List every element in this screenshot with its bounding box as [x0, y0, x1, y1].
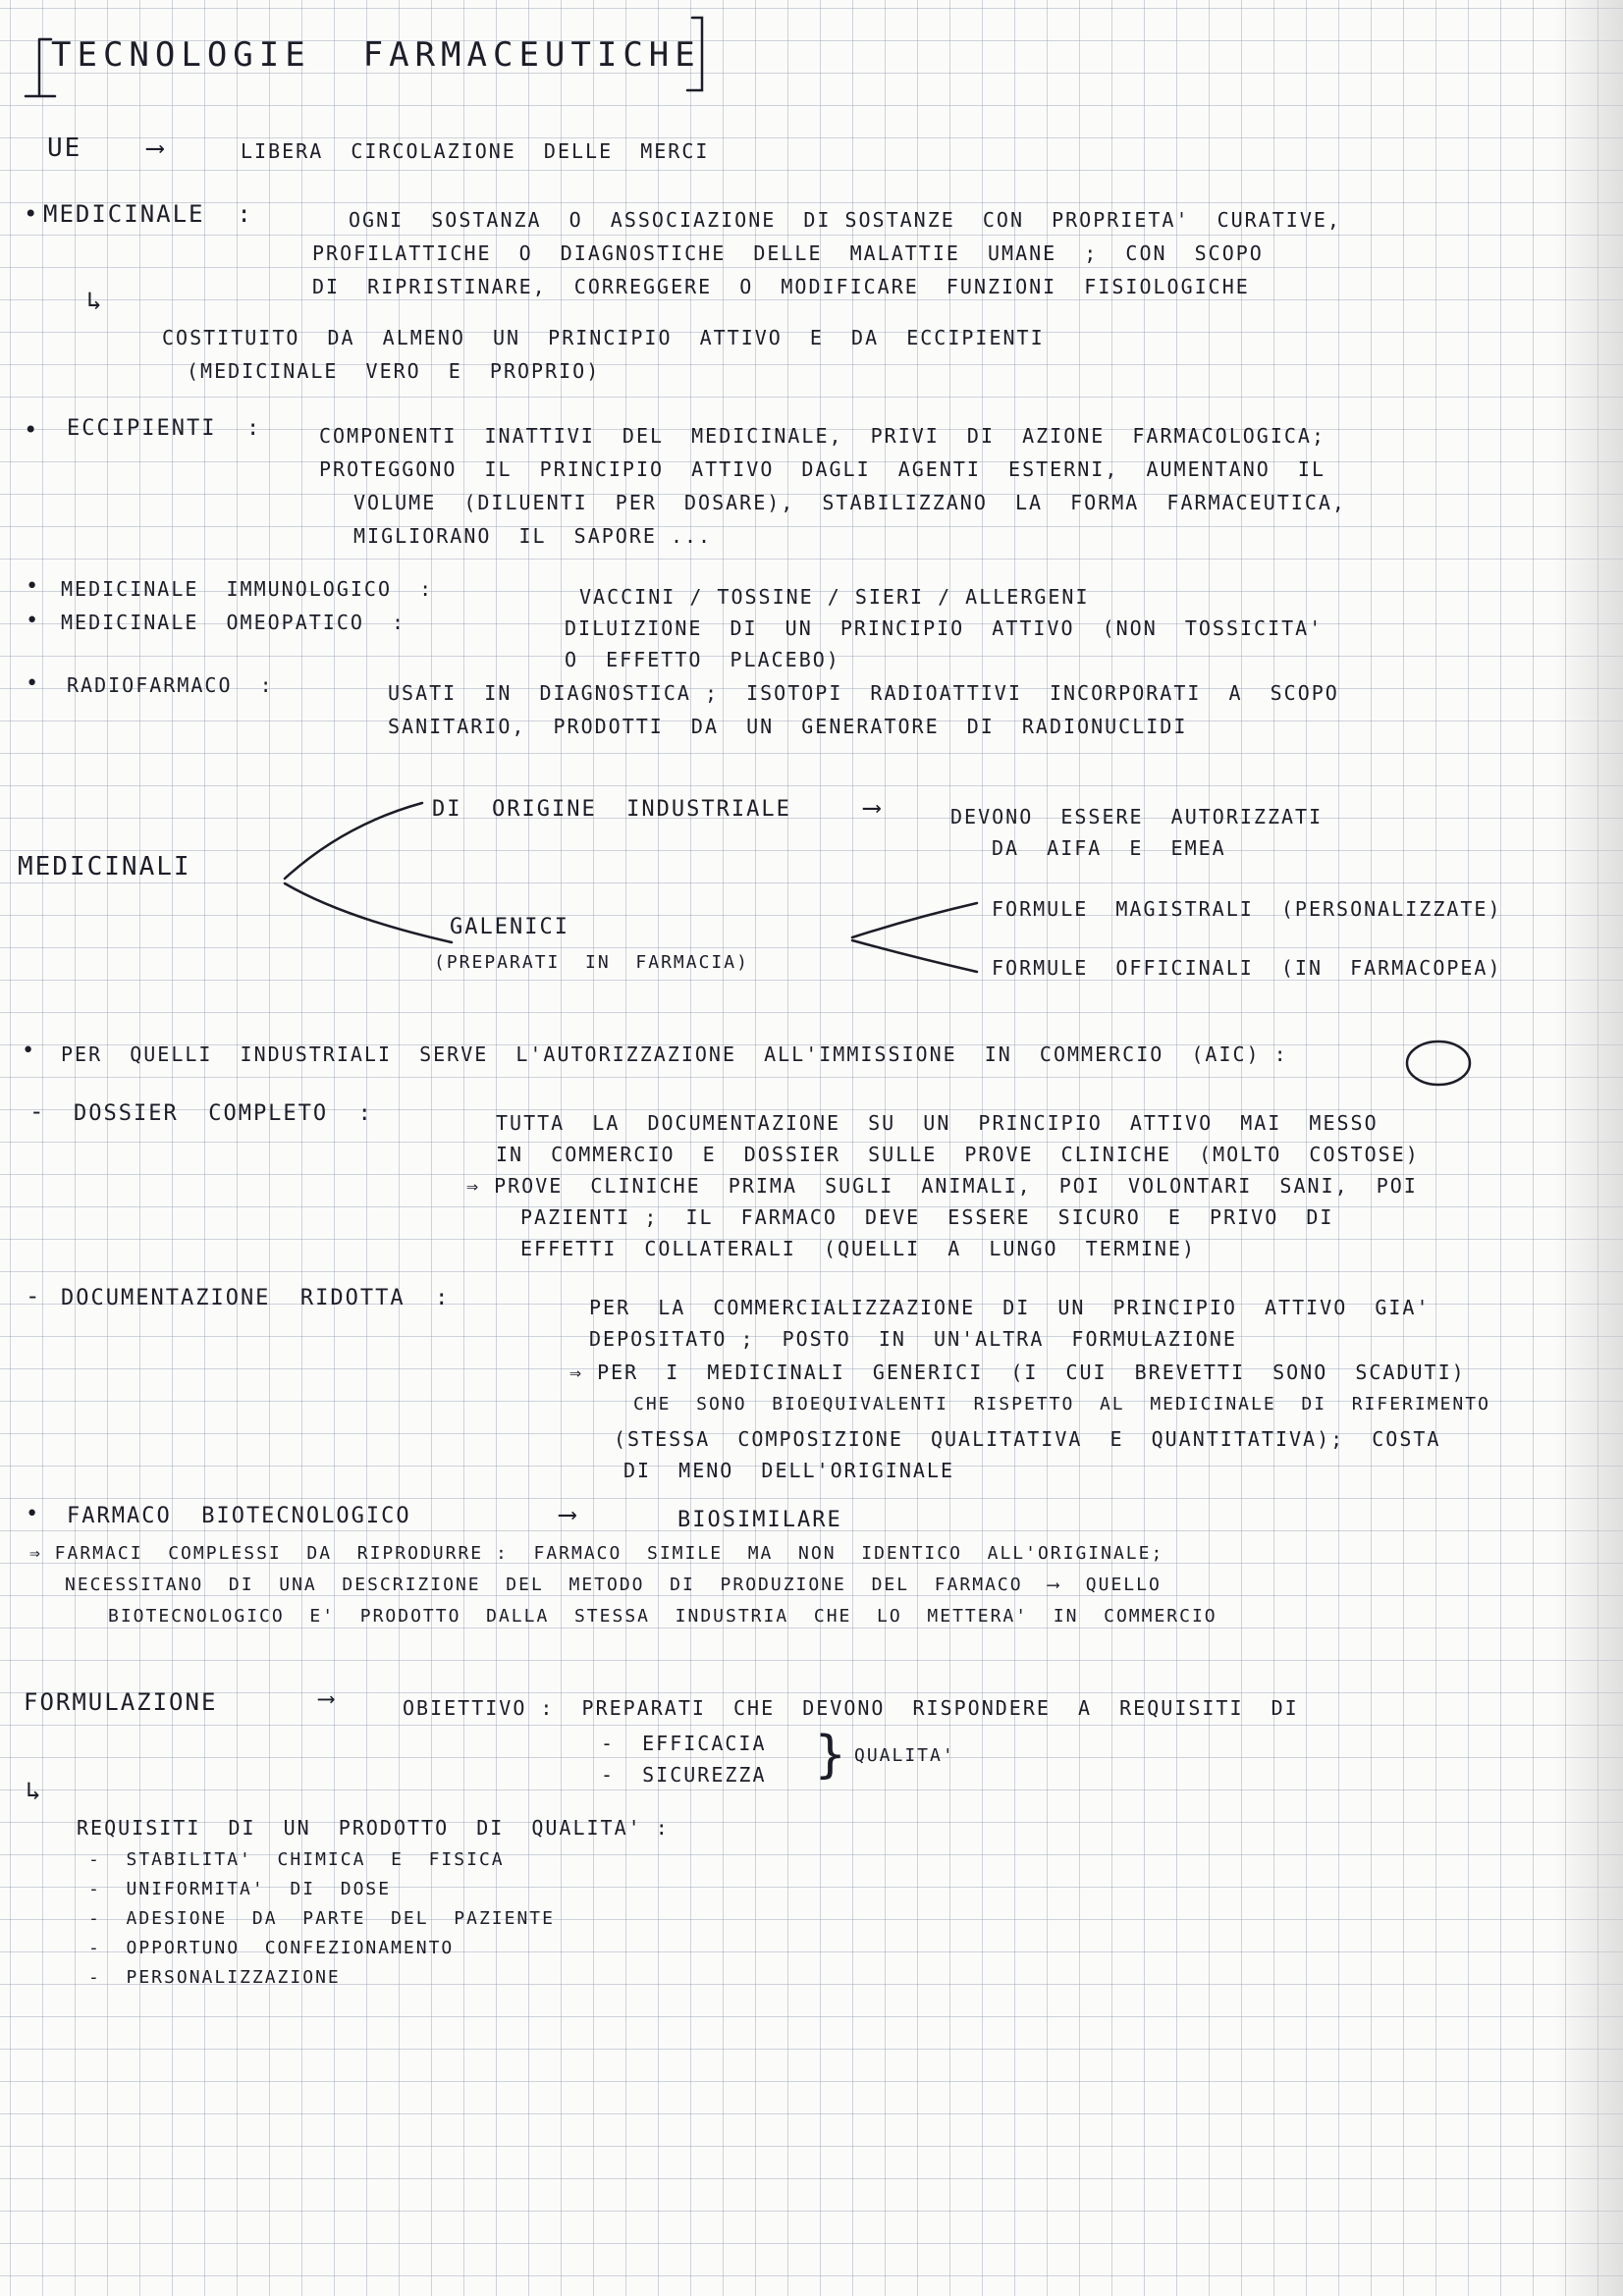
- dash-icon: -: [29, 1097, 46, 1125]
- dash-icon: -: [26, 1282, 42, 1309]
- biotec-label: FARMACO BIOTECNOLOGICO: [67, 1504, 411, 1528]
- formulazione-text: OBIETTIVO : PREPARATI CHE DEVONO RISPONDERE A REQUISITI DI: [403, 1696, 1299, 1720]
- arrow-icon: ⟶: [147, 133, 165, 163]
- dossier-line-5: EFFETTI COLLATERALI (QUELLI A LUNGO TERMINE): [520, 1237, 1197, 1260]
- sub-arrow-icon: ↳: [26, 1777, 43, 1806]
- req-title: REQUISITI DI UN PRODOTTO DI QUALITA' :: [77, 1816, 670, 1840]
- ue-text: LIBERA CIRCOLAZIONE DELLE MERCI: [241, 139, 710, 163]
- ridotta-line-3: ⇒ PER I MEDICINALI GENERICI (I CUI BREVETTI SONO SCADUTI): [569, 1361, 1466, 1384]
- tree-industrial-note-1: DEVONO ESSERE AUTORIZZATI: [950, 805, 1324, 828]
- arrow-icon: ⟶: [319, 1684, 336, 1712]
- immunologico-text: VACCINI / TOSSINE / SIERI / ALLERGENI: [579, 585, 1090, 609]
- biotec-line-3: BIOTECNOLOGICO E' PRODOTTO DALLA STESSA INDUSTRIA CHE LO METTERA' IN COMMERCIO: [108, 1606, 1217, 1627]
- eccipienti-line-4: MIGLIORANO IL SAPORE ...: [353, 524, 713, 548]
- medicinale-line-1: OGNI SOSTANZA O ASSOCIAZIONE DI SOSTANZE CON PROPRIETA' CURATIVE,: [349, 208, 1341, 232]
- eccipienti-line-2: PROTEGGONO IL PRINCIPIO ATTIVO DAGLI AGENTI ESTERNI, AUMENTANO IL: [319, 457, 1325, 481]
- formulazione-quality: QUALITA': [854, 1745, 955, 1766]
- sub-arrow-icon: ↳: [86, 287, 104, 316]
- tree-magistrali: FORMULE MAGISTRALI (PERSONALIZZATE): [992, 897, 1502, 921]
- tree-branch-upper: [285, 803, 422, 879]
- bullet-icon: •: [26, 609, 41, 633]
- ue-label: UE: [47, 133, 82, 163]
- tree-galenici-sub: (PREPARATI IN FARMACIA): [434, 952, 749, 973]
- page-edge-shadow: [1554, 0, 1623, 2296]
- galenici-branch-lower: [852, 940, 977, 972]
- bullet-icon: •: [26, 671, 41, 696]
- ridotta-line-4: CHE SONO BIOEQUIVALENTI RISPETTO AL MEDICINALE DI RIFERIMENTO: [633, 1394, 1490, 1415]
- galenici-branch-upper: [852, 903, 977, 937]
- bullet-icon: •: [24, 416, 40, 444]
- biotec-line-1: ⇒ FARMACI COMPLESSI DA RIPRODURRE : FARMACO SIMILE MA NON IDENTICO ALL'ORIGINALE;: [29, 1543, 1164, 1564]
- costituito-line-1: COSTITUITO DA ALMENO UN PRINCIPIO ATTIVO E DA ECCIPIENTI: [162, 326, 1045, 349]
- dossier-line-1: TUTTA LA DOCUMENTAZIONE SU UN PRINCIPIO ATTIVO MAI MESSO: [496, 1111, 1379, 1135]
- brace-icon: }: [815, 1726, 846, 1785]
- formulazione-label: FORMULAZIONE: [24, 1688, 218, 1716]
- dossier-line-4: PAZIENTI ; IL FARMACO DEVE ESSERE SICURO E PRIVO DI: [520, 1205, 1334, 1229]
- medicinale-label: MEDICINALE :: [43, 200, 253, 228]
- aic-circle: [1407, 1041, 1470, 1085]
- page-title: TECNOLOGIE FARMACEUTICHE: [51, 35, 701, 75]
- radiofarmaco-label: RADIOFARMACO :: [67, 673, 274, 697]
- ridotta-line-2: DEPOSITATO ; POSTO IN UN'ALTRA FORMULAZIONE: [589, 1327, 1237, 1351]
- bullet-icon: •: [26, 574, 41, 599]
- requirement-item: - PERSONALIZZAZIONE: [88, 1967, 341, 1988]
- biotec-target: BIOSIMILARE: [677, 1508, 842, 1532]
- tree-industrial-note-2: DA AIFA E EMEA: [992, 836, 1226, 860]
- radiofarmaco-line-2: SANITARIO, PRODOTTI DA UN GENERATORE DI RADIONUCLIDI: [388, 715, 1188, 738]
- aic-text: PER QUELLI INDUSTRIALI SERVE L'AUTORIZZAZIONE ALL'IMMISSIONE IN COMMERCIO (AIC) :: [61, 1042, 1288, 1066]
- tree-branch-lower: [285, 883, 452, 942]
- requirement-item: - STABILITA' CHIMICA E FISICA: [88, 1849, 505, 1870]
- requirement-item: - ADESIONE DA PARTE DEL PAZIENTE: [88, 1908, 555, 1929]
- tree-industrial: DI ORIGINE INDUSTRIALE: [432, 797, 791, 822]
- bullet-icon: •: [26, 1502, 41, 1526]
- medicinale-line-3: DI RIPRISTINARE, CORREGGERE O MODIFICARE FUNZIONI FISIOLOGICHE: [312, 275, 1250, 298]
- biotec-line-2: NECESSITANO DI UNA DESCRIZIONE DEL METODO DI PRODUZIONE DEL FARMACO ⟶ QUELLO: [65, 1575, 1162, 1595]
- eccipienti-line-3: VOLUME (DILUENTI PER DOSARE), STABILIZZANO LA FORMA FARMACEUTICA,: [353, 491, 1346, 514]
- ridotta-line-1: PER LA COMMERCIALIZZAZIONE DI UN PRINCIPIO ATTIVO GIA': [589, 1296, 1431, 1319]
- arrow-icon: ⟶: [864, 793, 882, 823]
- tree-officinali: FORMULE OFFICINALI (IN FARMACOPEA): [992, 956, 1502, 980]
- ridotta-line-5: (STESSA COMPOSIZIONE QUALITATIVA E QUANTITATIVA); COSTA: [614, 1427, 1441, 1451]
- ridotta-line-6: DI MENO DELL'ORIGINALE: [623, 1459, 954, 1482]
- requirement-item: - UNIFORMITA' DI DOSE: [88, 1879, 392, 1899]
- eccipienti-line-1: COMPONENTI INATTIVI DEL MEDICINALE, PRIVI DI AZIONE FARMACOLOGICA;: [319, 424, 1325, 448]
- requirement-item: - OPPORTUNO CONFEZIONAMENTO: [88, 1938, 455, 1958]
- omeopatico-line-2: O EFFETTO PLACEBO): [565, 648, 840, 671]
- omeopatico-line-1: DILUIZIONE DI UN PRINCIPIO ATTIVO (NON TOSSICITA': [565, 616, 1324, 640]
- ridotta-label: DOCUMENTAZIONE RIDOTTA :: [61, 1286, 451, 1310]
- tree-galenici: GALENICI: [450, 915, 569, 939]
- tree-root: MEDICINALI: [18, 852, 191, 881]
- arrow-icon: ⟶: [560, 1500, 577, 1529]
- formulazione-item-2: - SICUREZZA: [601, 1763, 767, 1787]
- formulazione-item-1: - EFFICACIA: [601, 1732, 767, 1755]
- radiofarmaco-line-1: USATI IN DIAGNOSTICA ; ISOTOPI RADIOATTIVI INCORPORATI A SCOPO: [388, 681, 1339, 705]
- dossier-label: DOSSIER COMPLETO :: [74, 1101, 373, 1126]
- omeopatico-label: MEDICINALE OMEOPATICO :: [61, 611, 406, 634]
- eccipienti-label: ECCIPIENTI :: [67, 416, 262, 441]
- dossier-line-2: IN COMMERCIO E DOSSIER SULLE PROVE CLINICHE (MOLTO COSTOSE): [496, 1143, 1420, 1166]
- costituito-line-2: (MEDICINALE VERO E PROPRIO): [187, 359, 601, 383]
- bullet-icon: •: [22, 1039, 37, 1063]
- medicinale-line-2: PROFILATTICHE O DIAGNOSTICHE DELLE MALATTIE UMANE ; CON SCOPO: [312, 241, 1264, 265]
- dossier-line-3: ⇒ PROVE CLINICHE PRIMA SUGLI ANIMALI, POI VOLONTARI SANI, POI: [466, 1174, 1418, 1198]
- immunologico-label: MEDICINALE IMMUNOLOGICO :: [61, 577, 434, 601]
- bullet-icon: •: [24, 200, 40, 228]
